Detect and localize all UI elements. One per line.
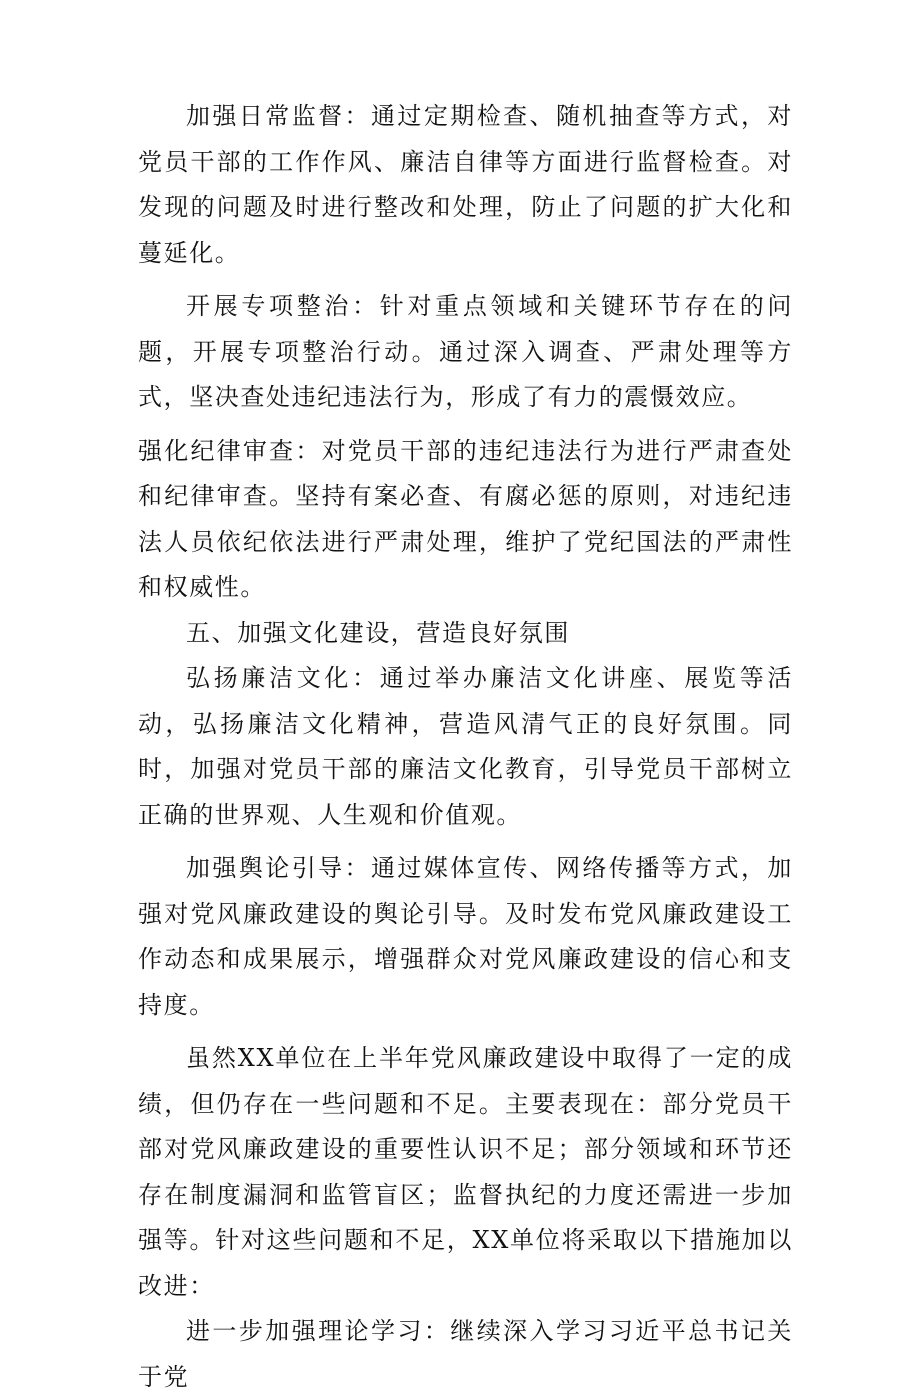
paragraph-public-opinion: 加强舆论引导：通过媒体宣传、网络传播等方式，加强对党风廉政建设的舆论引导。及时发布党风廉政建设工作动态和成果展示，增强群众对党风廉政建设的信心和支持度。 — [138, 854, 793, 1019]
paragraph-discipline-review: 强化纪律审查：对党员干部的违纪违法行为进行严肃查处和纪律审查。坚持有案必查、有腐必惩的原则，对违纪违法人员依纪依法进行严肃处理，维护了党纪国法的严肃性和权威性。 — [138, 436, 793, 601]
document-body — [138, 94, 793, 1400]
paragraph-problems-summary: 虽然XX单位在上半年党风廉政建设中取得了一定的成绩，但仍存在一些问题和不足。主要表现在：部分党员干部对党风廉政建设的重要性认识不足；部分领域和环节还存在制度漏洞和监管盲区；监督执纪的力度还需进一步加强等。针对这些问题和不足，XX单位将采取以下措施加以改进： — [138, 1044, 793, 1300]
paragraph-integrity-culture: 弘扬廉洁文化：通过举办廉洁文化讲座、展览等活动，弘扬廉洁文化精神，营造风清气正的良好氛围。同时，加强对党员干部的廉洁文化教育，引导党员干部树立正确的世界观、人生观和价值观。 — [138, 664, 793, 829]
paragraph-theory-study: 进一步加强理论学习：继续深入学习习近平总书记关于党 — [138, 1317, 793, 1391]
section-heading-culture: 五、加强文化建设，营造良好氛围 — [186, 618, 570, 647]
paragraph-special-rectification: 开展专项整治：针对重点领域和关键环节存在的问题，开展专项整治行动。通过深入调查、严肃处理等方式，坚决查处违纪违法行为，形成了有力的震慑效应。 — [138, 292, 793, 411]
paragraph-daily-supervision: 加强日常监督：通过定期检查、随机抽查等方式，对党员干部的工作作风、廉洁自律等方面进行监督检查。对发现的问题及时进行整改和处理，防止了问题的扩大化和蔓延化。 — [138, 102, 793, 267]
